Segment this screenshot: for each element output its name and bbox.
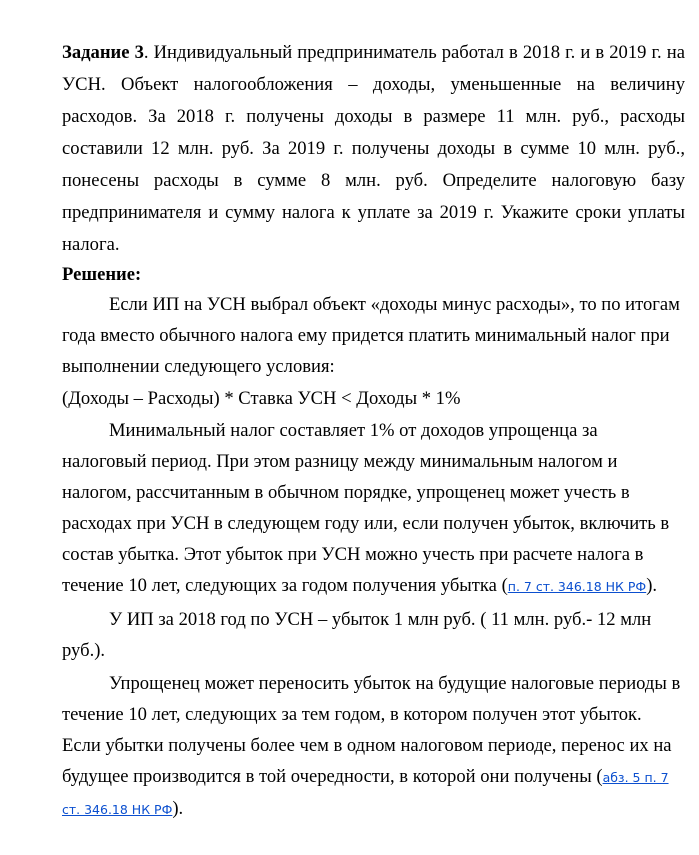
solution-heading: Решение:: [62, 264, 142, 285]
formula-line: (Доходы – Расходы) * Ставка УСН < Доходы * 1%: [62, 388, 461, 409]
task-label: Задание 3: [62, 42, 144, 63]
paragraph-2-end: ).: [646, 575, 658, 596]
task-paragraph: [62, 37, 685, 261]
task-text: . Индивидуальный предприниматель работал в 2018 г. и в 2019 г. на УСН. Объект налогообложения – доходы, уменьшенные на величину расходов. За 2018 г. получены доходы в размере 11 млн. руб., расходы составили 12 млн. руб. За 2019 г. получены доходы в сумме 10 млн. руб., понесены расходы в сумме 8 млн. руб. Определите налоговую базу предпринимателя и сумму налога к уплате за 2019 г. Укажите сроки уплаты налога.: [62, 42, 685, 255]
solution-paragraph-4: [62, 668, 685, 825]
paragraph-4-text: Упрощенец может переносить убыток на будущие налоговые периоды в течение 10 лет, следующих за тем годом, в котором получен этот убыток. Если убытки получены более чем в одном налоговом периоде, перенос их на будущее производится в той очередности, в которой они получены (: [62, 673, 681, 787]
solution-paragraph-3: У ИП за 2018 год по УСН – убыток 1 млн руб. ( 11 млн. руб.- 12 млн руб.).: [62, 609, 652, 661]
law-reference-link-2[interactable]: абз. 5 п. 7 ст. 346.18 НК РФ: [62, 770, 669, 817]
law-reference-link-1[interactable]: п. 7 ст. 346.18 НК РФ: [507, 579, 647, 594]
solution-paragraph-2: [62, 415, 685, 602]
paragraph-4-end: ).: [172, 798, 184, 819]
paragraph-2-text: Минимальный налог составляет 1% от доходов упрощенца за налоговый период. При этом разницу между минимальным налогом и налогом, рассчитанным в обычном порядке, упрощенец может учесть в расходах при УСН в следующем году или, если получен убыток, включить в состав убытка. Этот убыток при УСН можно учесть при расчете налога в течение 10 лет, следующих за годом получения убытка (: [62, 420, 670, 596]
solution-paragraph-1: Если ИП на УСН выбрал объект «доходы минус расходы», то по итогам года вместо обычного налога ему придется платить минимальный налог при выполнении следующего условия:: [62, 294, 680, 377]
